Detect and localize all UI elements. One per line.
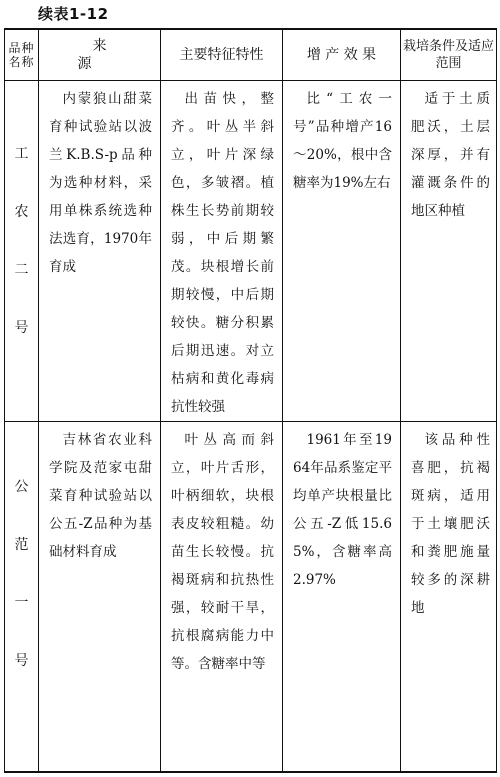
variety-name-char: 号 [14, 653, 29, 669]
header-source: 来 源 [39, 29, 161, 81]
traits-text: 叶丛高而斜立，叶片舌形，叶柄细软，块根表皮较粗糙。幼苗生长较慢。抗褐斑病和抗热性强，较耐干旱，抗根腐病能力中等。含糖率中等 [171, 432, 274, 672]
source-text: 内蒙狼山甜菜育种试验站以波兰K.B.S-p品种为选种材料，采用单株系统选种法选育，1970年育成 [49, 91, 152, 275]
table-caption: 续表1-12 [38, 5, 109, 23]
variety-name-char: 工 [14, 146, 29, 162]
table-row [5, 422, 497, 772]
variety-name-char: 号 [14, 320, 29, 336]
conditions-cell [401, 422, 497, 772]
variety-table [4, 28, 497, 773]
variety-name-char: 农 [14, 204, 29, 220]
conditions-text: 该品种性喜肥，抗褐斑病，适用于土壤肥沃和粪肥施量较多的深耕地 [411, 432, 490, 616]
yield-text: 1961年至1964年品系鉴定平均单产块根量比公五-Z低15.65%，含糖率高2.97% [293, 432, 392, 588]
header-traits: 主要特征特性 [161, 29, 283, 81]
table-row [5, 81, 497, 422]
variety-name-cell [5, 81, 39, 422]
conditions-text: 适于土质肥沃，土层深厚，并有灌溉条件的地区种植 [411, 91, 490, 219]
traits-cell [161, 422, 283, 772]
header-conditions: 栽培条件及适应范围 [401, 29, 497, 81]
yield-text: 比“工农一号”品种增产16～20%，根中含糖率为19%左右 [293, 91, 392, 191]
variety-name-cell [5, 422, 39, 772]
traits-text: 出苗快，整齐。叶丛半斜立，叶片深绿色，多皱褶。植株生长势前期较弱，中后期繁茂。块根增长前期较慢，中后期较快。糖分积累后期迅速。对立枯病和黄化毒病抗性较强 [171, 91, 274, 415]
header-row [5, 29, 497, 81]
source-cell [39, 422, 161, 772]
variety-name-char: 一 [14, 595, 29, 611]
header-yield: 增 产 效 果 [283, 29, 401, 81]
traits-cell [161, 81, 283, 422]
yield-cell [283, 81, 401, 422]
source-cell [39, 81, 161, 422]
source-text: 吉林省农业科学院及范家屯甜菜育种试验站以公五-Z品种为基础材料育成 [49, 432, 152, 560]
variety-name-char: 公 [14, 479, 29, 495]
header-variety-name: 品种名称 [5, 29, 39, 81]
conditions-cell [401, 81, 497, 422]
yield-cell [283, 422, 401, 772]
variety-name-char: 范 [14, 537, 29, 553]
variety-name-char: 二 [14, 262, 29, 278]
